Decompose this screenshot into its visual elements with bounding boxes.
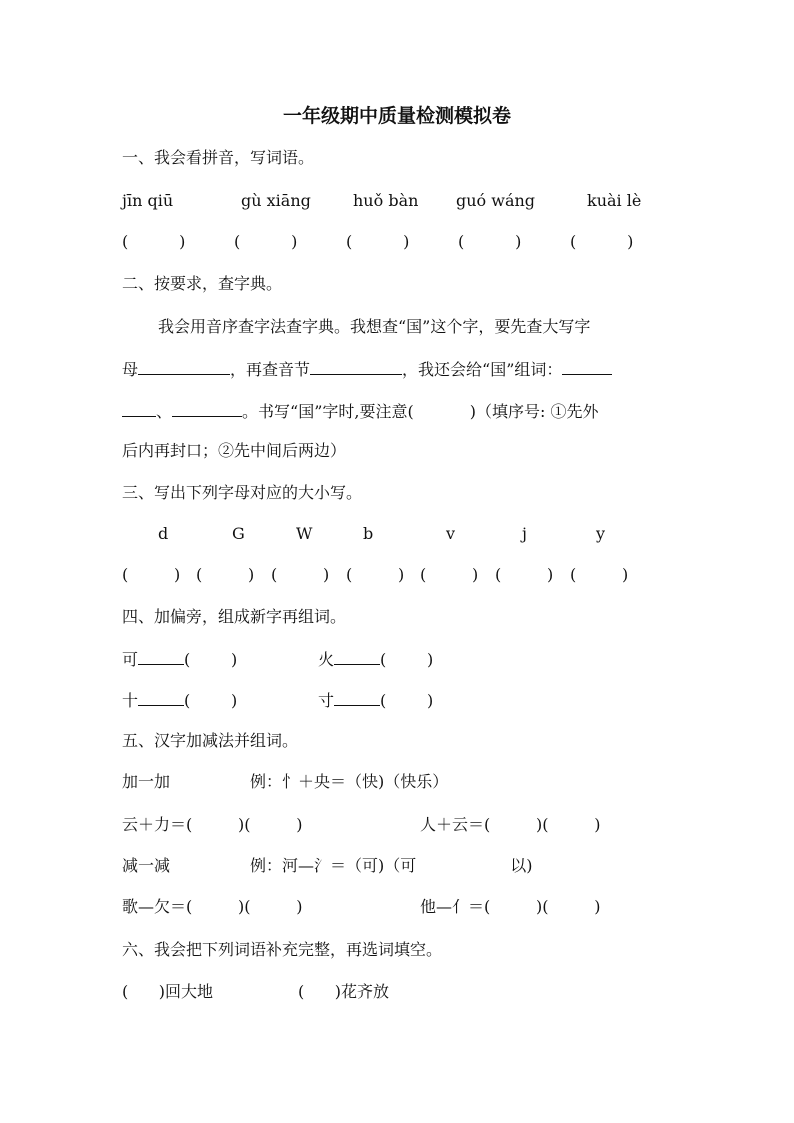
answer-blank[interactable]: ( ): [122, 565, 181, 584]
pinyin-2: gù xiāng: [241, 191, 311, 210]
char: 十: [122, 691, 139, 710]
text: )（填序号: ①先外: [469, 402, 599, 421]
radical-item-2: [318, 648, 433, 670]
text: ，我还会给“国”组词：: [402, 360, 563, 379]
char: 可: [122, 650, 139, 669]
section-6-heading: 六、我会把下列词语补充完整，再选词填空。: [122, 940, 443, 959]
answer-blank[interactable]: ( ): [184, 691, 238, 710]
idiom-item-1: [122, 982, 213, 1002]
radical-item-3: [122, 689, 237, 711]
answer-blank[interactable]: )( ): [192, 897, 303, 916]
text: ，再查音节: [230, 360, 311, 379]
section-2-line-1: 我会用音序查字法查字典。我想查“国”这个字，要先查大写字: [158, 317, 591, 336]
pinyin-3: huǒ bàn: [353, 191, 419, 210]
sub-label: 减一减: [122, 856, 171, 875]
answer-blank[interactable]: )( ): [490, 897, 601, 916]
answer-blank[interactable]: ( ): [570, 565, 629, 584]
char: 寸: [318, 691, 335, 710]
answer-blank[interactable]: ( ): [380, 650, 434, 669]
answer-blank[interactable]: ( ): [298, 982, 341, 1001]
char: 火: [318, 650, 335, 669]
fill-blank[interactable]: [138, 689, 184, 706]
text: 、: [156, 402, 173, 421]
page-title: 一年级期中质量检测模拟卷: [282, 105, 511, 127]
equation-1: [122, 815, 303, 835]
answer-blank[interactable]: ( ): [184, 650, 238, 669]
letter-j: j: [522, 524, 527, 543]
text: 例：河—氵＝（可)（可: [250, 856, 417, 875]
text: 。书写“国”字时,要注意(: [242, 402, 414, 421]
letter-v: v: [446, 524, 456, 543]
text: 回大地: [165, 982, 214, 1001]
equation-text: 人＋云＝(: [420, 815, 491, 834]
answer-blank[interactable]: ( ): [570, 232, 634, 251]
equation-2: [420, 815, 601, 835]
equation-text: 歌—欠＝(: [122, 897, 193, 916]
radical-item-4: [318, 689, 433, 711]
answer-blank[interactable]: ( ): [122, 232, 186, 251]
answer-blank[interactable]: )( ): [490, 815, 601, 834]
text: 母: [122, 360, 139, 379]
section-2-line-2: [122, 358, 612, 380]
pinyin-1: jīn qiū: [122, 191, 174, 210]
answer-blank[interactable]: ( ): [458, 232, 522, 251]
section-5-heading: 五、汉字加减法并组词。: [122, 731, 299, 750]
letter-G: G: [232, 524, 245, 543]
sub-example: [250, 856, 533, 876]
answer-blank[interactable]: ( ): [271, 565, 330, 584]
section-3-heading: 三、写出下列字母对应的大小写。: [122, 483, 363, 502]
equation-3: [122, 897, 303, 917]
section-2-heading: 二、按要求，查字典。: [122, 274, 283, 293]
answer-blank[interactable]: ( ): [346, 565, 405, 584]
section-1-heading: 一、我会看拼音，写词语。: [122, 148, 315, 167]
letter-y: y: [596, 524, 606, 543]
fill-blank[interactable]: [310, 358, 402, 375]
answer-blank[interactable]: ( ): [420, 565, 479, 584]
fill-blank[interactable]: [334, 648, 380, 665]
fill-blank[interactable]: [562, 358, 612, 375]
pinyin-4: guó wáng: [456, 191, 536, 210]
text: 花齐放: [341, 982, 390, 1001]
answer-blank[interactable]: ( ): [122, 982, 165, 1001]
section-4-heading: 四、加偏旁，组成新字再组词。: [122, 607, 347, 626]
radical-item-1: [122, 648, 237, 670]
letter-b: b: [363, 524, 374, 543]
section-2-line-3: [122, 400, 598, 422]
text: 以): [510, 856, 533, 875]
pinyin-5: kuài lè: [587, 191, 642, 210]
letter-W: W: [296, 524, 313, 543]
equation-text: 他—亻＝(: [420, 897, 491, 916]
fill-blank[interactable]: [172, 400, 242, 417]
answer-blank[interactable]: ( ): [196, 565, 255, 584]
fill-blank[interactable]: [138, 648, 184, 665]
letter-d: d: [158, 524, 169, 543]
add-example: 例：忄＋央＝（快)（快乐）: [250, 772, 449, 791]
answer-blank[interactable]: ( ): [495, 565, 554, 584]
fill-blank[interactable]: [334, 689, 380, 706]
idiom-item-2: [298, 982, 389, 1002]
add-label: 加一加: [122, 772, 171, 791]
equation-4: [420, 897, 601, 917]
answer-blank[interactable]: )( ): [192, 815, 303, 834]
fill-blank[interactable]: [122, 400, 156, 417]
answer-blank[interactable]: ( ): [346, 232, 410, 251]
fill-blank[interactable]: [138, 358, 230, 375]
answer-blank[interactable]: ( ): [380, 691, 434, 710]
equation-text: 云＋力＝(: [122, 815, 193, 834]
answer-blank[interactable]: ( ): [234, 232, 298, 251]
section-2-line-4: 后内再封口；②先中间后两边）: [122, 441, 347, 460]
